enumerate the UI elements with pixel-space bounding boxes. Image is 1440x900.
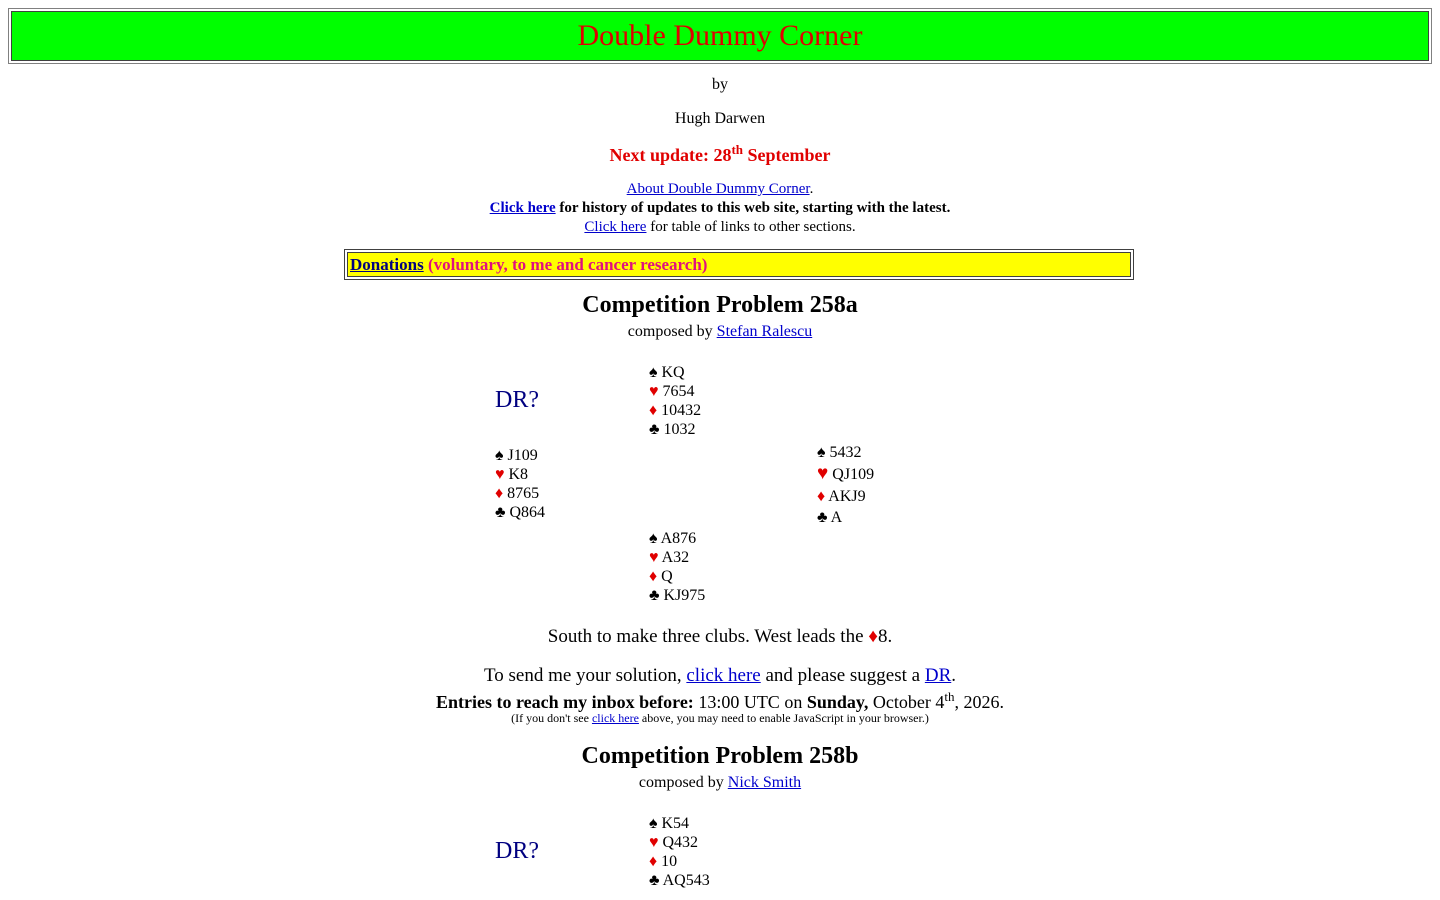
problem-b-composed-prefix: composed by <box>638 774 728 791</box>
hand-line-clubs <box>649 871 710 890</box>
club-icon: ♣ <box>495 504 506 521</box>
hand-line-spades <box>817 443 874 463</box>
problem-a-deadline <box>0 689 1440 713</box>
problem-b-title: Competition Problem 258b <box>581 743 859 769</box>
spades-cards: K54 <box>661 815 690 832</box>
spades-cards: A876 <box>660 530 697 547</box>
entries-label: Entries to reach my inbox before: <box>436 692 694 712</box>
spades-cards: KQ <box>661 364 685 381</box>
heart-icon: ♥ <box>649 834 659 851</box>
lead-card: 8 <box>877 626 888 647</box>
table-line <box>0 219 1440 236</box>
next-update-prefix: Next update: 28 <box>609 145 732 165</box>
problem-a-composer-link[interactable]: Stefan Ralescu <box>716 323 813 340</box>
site-title: Double Dummy Corner <box>577 19 863 52</box>
problem-a-north-hand <box>649 363 701 439</box>
diamonds-cards: Q <box>661 568 673 585</box>
history-text: for history of updates to this web site, starting with the latest. <box>555 200 951 216</box>
spades-cards: 5432 <box>829 444 862 461</box>
hand-line-hearts <box>495 465 545 484</box>
hand-line-hearts <box>817 463 874 486</box>
hand-line-diamonds <box>649 852 710 871</box>
hand-line-clubs <box>495 503 545 522</box>
about-link[interactable]: About Double Dummy Corner <box>626 181 810 197</box>
entries-date: October 4 <box>868 692 945 712</box>
problem-a-title: Competition Problem 258a <box>582 292 858 318</box>
hand-line-hearts <box>649 833 710 852</box>
send-prefix: To send me your solution, <box>483 665 687 686</box>
problem-a-south-hand <box>649 529 705 605</box>
hand-line-diamonds <box>649 401 701 420</box>
entries-year: , 2026. <box>954 692 1004 712</box>
clubs-cards: AQ543 <box>662 872 710 889</box>
diamond-icon: ♦ <box>817 488 826 505</box>
heart-icon: ♥ <box>495 466 505 483</box>
send-solution-link[interactable]: click here <box>686 665 761 686</box>
table-text: for table of links to other sections. <box>646 219 856 235</box>
spade-icon: ♠ <box>495 447 504 464</box>
club-icon: ♣ <box>649 587 660 604</box>
diamond-icon: ♦ <box>649 402 658 419</box>
problem-b-composed <box>0 774 1440 792</box>
note-suffix: above, you may need to enable JavaScript in your browser.) <box>638 711 929 725</box>
send-mid: and please suggest a <box>760 665 925 686</box>
diamonds-cards: AKJ9 <box>828 488 866 505</box>
hearts-cards: 7654 <box>662 383 695 400</box>
table-link[interactable]: Click here <box>584 219 647 235</box>
hand-line-diamonds <box>495 484 545 503</box>
diamond-icon: ♦ <box>649 853 658 870</box>
byline-author: Hugh Darwen <box>674 110 766 127</box>
spades-cards: J109 <box>507 447 538 464</box>
donations-inner <box>347 252 1131 277</box>
problem-a-east-hand <box>817 443 874 528</box>
hand-line-diamonds <box>817 486 874 508</box>
problem-b-composer-link[interactable]: Nick Smith <box>727 774 802 791</box>
problem-a-js-note <box>0 711 1440 726</box>
hand-line-spades <box>495 446 545 465</box>
byline-by: by <box>712 76 728 93</box>
problem-a-composed-prefix: composed by <box>627 323 717 340</box>
hand-line-hearts <box>649 548 705 567</box>
dr-link[interactable]: DR <box>924 665 952 686</box>
diamond-icon: ♦ <box>649 568 658 585</box>
contract-text: South to make three clubs. West leads the <box>547 626 869 647</box>
diamond-icon: ♦ <box>495 485 504 502</box>
diamonds-cards: 10432 <box>661 402 702 419</box>
next-update-sup: th <box>731 142 744 157</box>
clubs-cards: A <box>830 509 843 526</box>
next-update-suffix: September <box>743 145 831 165</box>
hand-line-diamonds <box>649 567 705 586</box>
hand-line-spades <box>649 529 705 548</box>
club-icon: ♣ <box>649 421 660 438</box>
next-update <box>0 142 1440 166</box>
hand-line-spades <box>649 814 710 833</box>
problem-a-contract <box>0 626 1440 648</box>
hearts-cards: K8 <box>508 466 529 483</box>
note-prefix: (If you don't see <box>511 711 592 725</box>
donations-text: (voluntary, to me and cancer research) <box>423 255 708 274</box>
clubs-cards: Q864 <box>509 504 546 521</box>
entries-day: Sunday, <box>806 692 869 712</box>
problem-b-dr: DR? <box>495 838 539 864</box>
history-link[interactable]: Click here <box>489 200 556 216</box>
heart-icon: ♥ <box>649 383 659 400</box>
hearts-cards: Q432 <box>662 834 699 851</box>
problem-a-west-hand <box>495 446 545 522</box>
problem-a-send-line <box>0 665 1440 687</box>
hand-line-clubs <box>649 420 701 439</box>
hand-line-hearts <box>649 382 701 401</box>
heart-icon: ♥ <box>649 549 659 566</box>
clubs-cards: 1032 <box>663 421 696 438</box>
club-icon: ♣ <box>817 509 828 526</box>
clubs-cards: KJ975 <box>663 587 706 604</box>
donations-box <box>344 249 1134 280</box>
heart-icon: ♥ <box>817 463 829 484</box>
hand-line-spades <box>649 363 701 382</box>
hand-line-clubs <box>817 508 874 528</box>
spade-icon: ♠ <box>649 530 658 547</box>
problem-a-composed <box>0 323 1440 341</box>
diamonds-cards: 10 <box>661 853 678 870</box>
spade-icon: ♠ <box>817 444 826 461</box>
diamonds-cards: 8765 <box>507 485 540 502</box>
header-banner <box>8 8 1432 64</box>
hand-line-clubs <box>649 586 705 605</box>
history-line <box>0 200 1440 217</box>
send-end: . <box>951 665 956 686</box>
spade-icon: ♠ <box>649 815 658 832</box>
header-banner-inner <box>11 11 1429 61</box>
entries-time: 13:00 UTC on <box>693 692 807 712</box>
contract-end: . <box>887 626 893 647</box>
diamond-icon: ♦ <box>868 626 878 647</box>
entries-sup: th <box>944 689 955 704</box>
about-line <box>0 181 1440 198</box>
problem-b-north-hand <box>649 814 710 890</box>
hearts-cards: QJ109 <box>832 466 875 483</box>
spade-icon: ♠ <box>649 364 658 381</box>
about-suffix: . <box>809 181 814 197</box>
hearts-cards: A32 <box>661 549 690 566</box>
note-link[interactable]: click here <box>591 711 639 725</box>
problem-a-dr: DR? <box>495 387 539 413</box>
club-icon: ♣ <box>649 872 660 889</box>
donations-link[interactable]: Donations <box>350 255 424 274</box>
